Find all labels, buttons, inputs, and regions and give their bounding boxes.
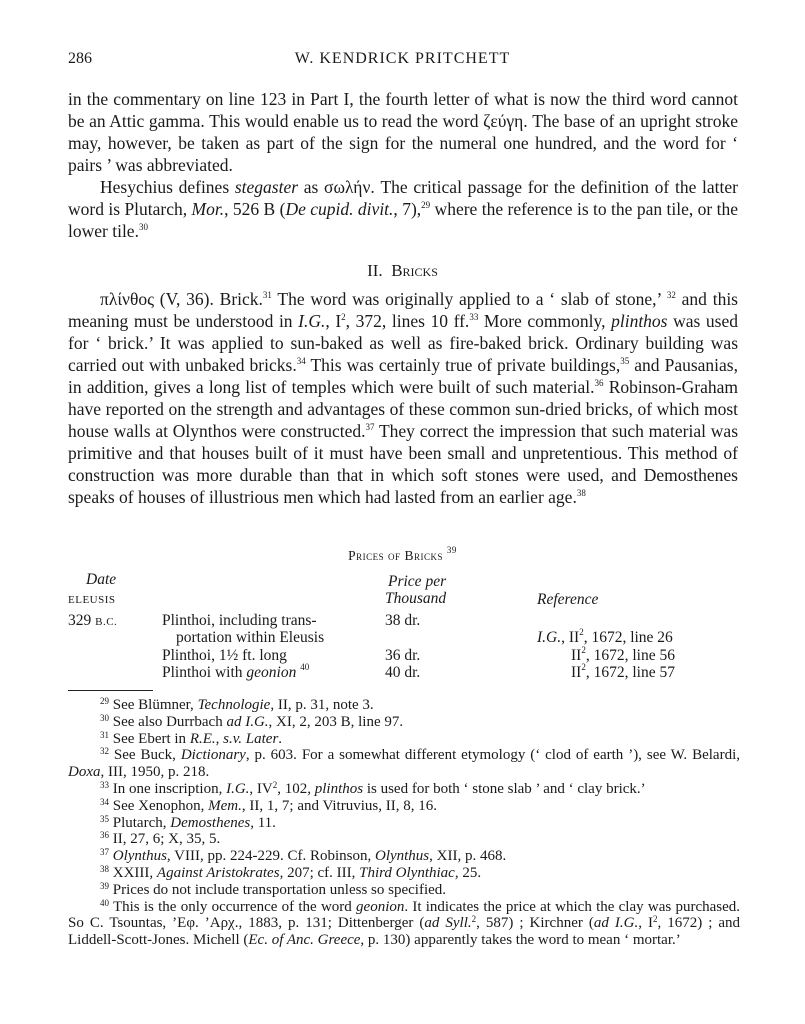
table-row-1-price: 38 dr. (385, 612, 421, 629)
section-heading: II. Bricks (367, 261, 438, 280)
table-row-1-reference: I.G., $II^2$, 1672, line 26 (537, 627, 673, 646)
running-head (68, 50, 737, 74)
footnote-36: $^{36}$ II, 27, 6; X, 35, 5. (100, 830, 221, 848)
footnotes (68, 697, 740, 949)
text-line: base of an upright stroke may, however, be taken as part of the sign for the numeral (68, 111, 738, 153)
text-line: word cannot be an Attic gamma. This would enable us to read the word ζεύγη. The (68, 89, 739, 131)
table-row-3-item: Plinthoi with geonion $^{40}$ (162, 662, 310, 681)
table-row-2-price: 36 dr. (385, 647, 421, 664)
footnote-35: $^{35}$ Plutarch, Demosthenes, 11. (100, 813, 276, 831)
paragraph-continued (68, 88, 738, 176)
footnote-ref[interactable]: 29 (421, 200, 431, 210)
running-title: W. KENDRICK PRITCHETT (294, 50, 511, 67)
footnote-ref[interactable]: 38 (576, 488, 586, 498)
footnote-rule (68, 690, 153, 691)
header-reference: Reference (537, 591, 599, 608)
footnote-37: $^{37}$ Olynthus, VIII, pp. 224-229. Cf. Robinson, Olynthus, XII, p. 468. (100, 847, 507, 865)
footnote-30: $^{30}$ See also Durrbach ad I.G., XI, 2, 203 B, line 97. (100, 712, 404, 730)
paragraph-bricks: πλίνθος (V, 36). Brick.$^{31}$ The word was originally applied to a ‘ slab of stone,’ $^{32}$ and this meaning must be understood in I.G., $I^2$, 372, lines 10 ff.$^{33}$ More commonly, plinthos was used for ‘ brick.’ It was applied to sun-baked as well as fire-baked brick. Ordinary building was carried out with unbaked bricks.$^{34}$ This was certainly true of private buildings,$^{35}$ and Pausanias, in addition, gives a long list of temples which were built of such material.$^{36}$ Robinson-Graham have reported on the strength and advantages of these common sun-dried bricks, of which most house walls at Olynthos were constructed.$^{37}$ They correct the impression that such material was primitive and that houses built of it must have been small and unpretentious. This method of construction was more durable than that in which soft stones were used, and Demosthenes speaks of houses of illustrious men which had lasted from an earlier age.$^{38}$ (68, 289, 739, 507)
text-line: one hundred, and the word for ‘ pairs ’ was abbreviated. (68, 133, 738, 175)
footnote-29: $^{29}$ See Blümner, Technologie, II, p. 31, note 3. (100, 696, 374, 713)
header-date: Date (86, 571, 117, 588)
footnote-33: $^{33}$ In one inscription, I.G., $IV^2$, 102, plinthos is used for both ‘ stone slab ’ and ‘ clay brick.’ (100, 779, 646, 797)
footnote-ref[interactable]: 35 (620, 356, 630, 366)
footnote-39: $^{39}$ Prices do not include transportation unless so specified. (100, 880, 447, 898)
page-number: 286 (68, 50, 92, 67)
table-row-2-reference: $II^2$, 1672, line 56 (571, 645, 675, 664)
footnote-ref[interactable]: 33 (469, 312, 479, 322)
table-row-1-item-cont: portation within Eleusis (176, 629, 325, 646)
footnote-ref[interactable]: 40 (300, 662, 310, 672)
body-text-top (68, 88, 738, 242)
header-price-sub: Thousand (385, 590, 447, 607)
footnote-34: $^{34}$ See Xenophon, Mem., II, 1, 7; and Vitruvius, II, 8, 16. (100, 796, 437, 814)
footnote-ref[interactable]: 39 (446, 545, 457, 555)
footnote-ref[interactable]: 32 (666, 290, 676, 300)
footnote-40: $^{40}$ This is the only occurrence of the word geonion. It indicates the price at which the clay was purchased. So C. Tsountas, ’Εφ. ’Αρχ., 1883, p. 131; Dittenberger (ad Syll.$^2$, 587) ; Kirchner (ad I.G., $I^2$, 1672) ; and Liddell-Scott-Jones. Michell (Ec. of Anc. Greece, p. 130) apparently takes the word to mean ‘ mortar.’ (68, 897, 741, 949)
table-row-2-item: Plinthoi, 1½ ft. long (162, 647, 287, 664)
body-text-bricks (68, 288, 738, 508)
footnote-31: $^{31}$ See Ebert in R.E., s.v. Later. (100, 729, 283, 747)
header-price: Price per (388, 573, 447, 590)
date-cell: 329 B.C. (68, 612, 118, 629)
footnote-ref[interactable]: 30 (138, 222, 148, 232)
footnote-ref[interactable]: 34 (296, 356, 306, 366)
table-row-3-price: 40 dr. (385, 664, 421, 681)
table-row-3-reference: $II^2$, 1672, line 57 (571, 662, 675, 681)
footnote-ref[interactable]: 31 (262, 290, 272, 300)
paragraph-hesychius: Hesychius defines stegaster as σωλήν. The critical passage for the definition of the latter word is Plutarch, Mor., 526 B (De cupid. divit., 7),$^{29}$ where the reference is to the pan tile, or the lower tile.$^{30}$ (68, 177, 739, 241)
text-line: in the commentary on line 123 in Part I, the fourth letter of what is now the third (68, 89, 646, 109)
footnote-38: $^{38}$ XXIII, Against Aristokrates, 207; cf. III, Third Olynthiac, 25. (100, 863, 482, 881)
header-date-sub: ELEUSIS (68, 594, 116, 606)
footnote-ref[interactable]: 37 (365, 422, 375, 432)
table-title: Prices of Bricks $^{39}$ (348, 545, 457, 563)
footnote-ref[interactable]: 36 (594, 378, 604, 388)
footnote-32: $^{32}$ See Buck, Dictionary, p. 603. For a somewhat different etymology (‘ clod of earth ’), see W. Belardi, Doxa, III, 1950, p. 218. (68, 746, 740, 781)
table-row-1-item: Plinthoi, including trans- (162, 612, 317, 629)
